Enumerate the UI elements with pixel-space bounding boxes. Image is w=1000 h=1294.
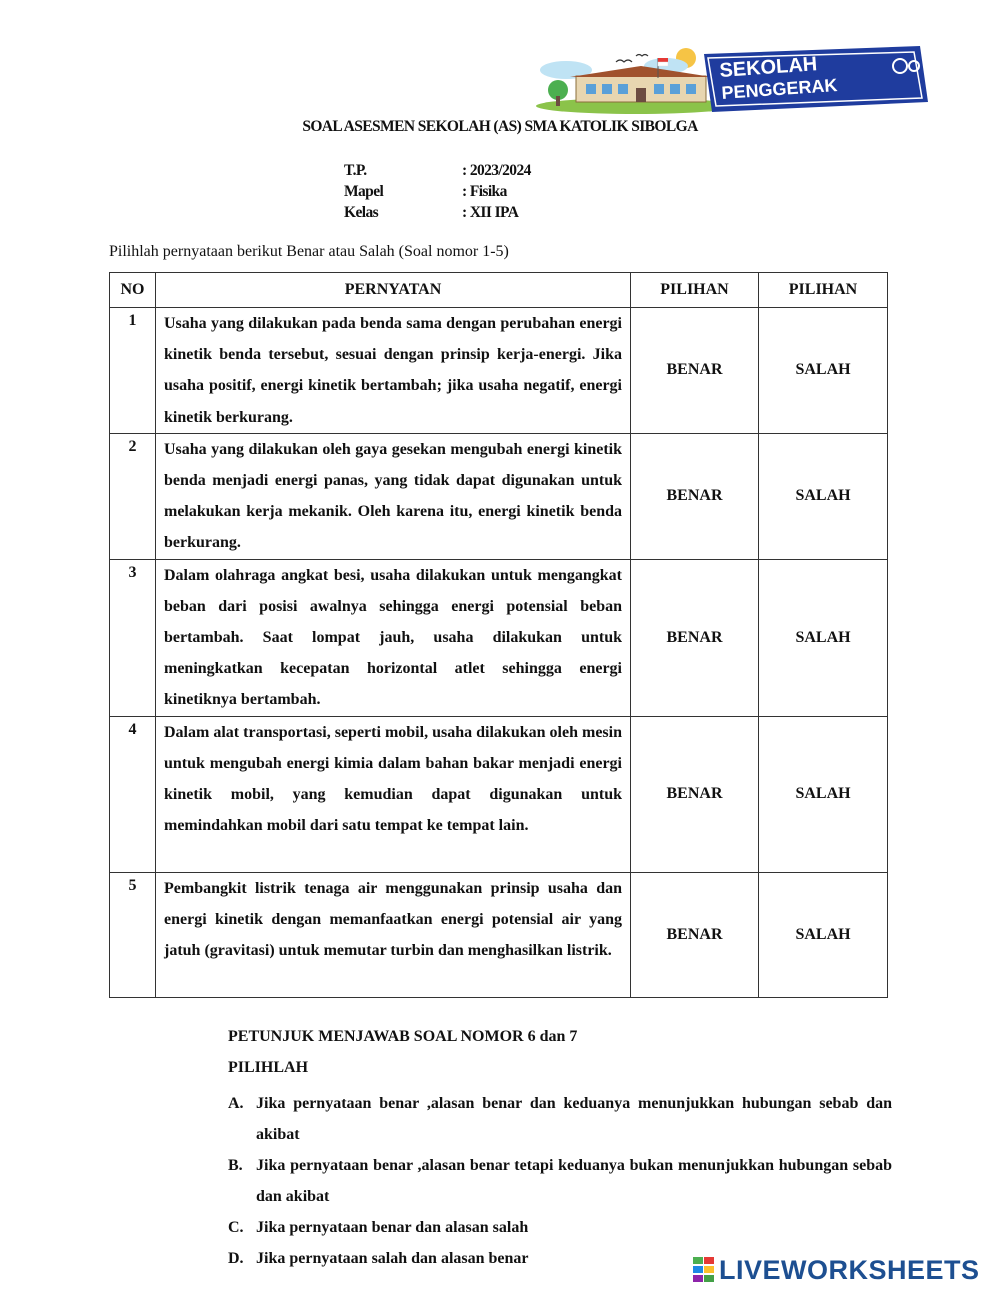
meta-value: : XII IPA bbox=[462, 204, 519, 221]
option-benar[interactable]: BENAR bbox=[631, 716, 759, 872]
option-text: Jika pernyataan benar dan alasan salah bbox=[256, 1219, 529, 1236]
question-number: 5 bbox=[110, 872, 156, 997]
option-letter: D. bbox=[228, 1250, 244, 1267]
meta-label: T.P. bbox=[344, 162, 367, 179]
table-row bbox=[110, 716, 888, 872]
question-statement: Dalam alat transportasi, seperti mobil, usaha dilakukan oleh mesin untuk mengubah energi kimia dalam bahan bakar menjadi energi kinetik mobil, yang kemudian dapat digunakan untuk memindahkan mobil dari satu tempat ke tempat lain. bbox=[156, 716, 631, 872]
question-statement: Usaha yang dilakukan oleh gaya gesekan mengubah energi kinetik benda menjadi energi panas, yang tidak dapat digunakan untuk melakukan kerja mekanik. Oleh karena itu, energi kinetik benda berkurang. bbox=[156, 433, 631, 559]
instruction-text: Pilihlah pernyataan berikut Benar atau Salah (Soal nomor 1-5) bbox=[109, 243, 509, 260]
page-title: SOAL ASESMEN SEKOLAH (AS) SMA KATOLIK SIBOLGA bbox=[302, 118, 698, 135]
option-benar[interactable]: BENAR bbox=[631, 433, 759, 559]
meta-row-mapel bbox=[344, 181, 531, 202]
table-row bbox=[110, 433, 888, 559]
sekolah-penggerak-logo bbox=[536, 44, 936, 114]
answer-option-b bbox=[228, 1150, 892, 1212]
option-salah[interactable]: SALAH bbox=[759, 716, 888, 872]
col-header-option-1: PILIHAN bbox=[631, 273, 759, 308]
option-benar[interactable]: BENAR bbox=[631, 559, 759, 716]
question-number: 4 bbox=[110, 716, 156, 872]
answer-instructions bbox=[228, 1026, 892, 1274]
question-table bbox=[109, 272, 888, 998]
question-statement: Usaha yang dilakukan pada benda sama dengan perubahan energi kinetik benda tersebut, sesuai dengan prinsip kerja-energi. Jika usaha positif, energi kinetik bertambah; jika usaha negatif, energi kinetik berkurang. bbox=[156, 308, 631, 434]
meta-value: : 2023/2024 bbox=[462, 162, 531, 179]
meta-value: : Fisika bbox=[462, 183, 507, 200]
question-number: 1 bbox=[110, 308, 156, 434]
question-number: 2 bbox=[110, 433, 156, 559]
meta-label: Mapel bbox=[344, 183, 384, 200]
meta-row-tp bbox=[344, 160, 531, 181]
table-header-row bbox=[110, 273, 888, 308]
option-letter: B. bbox=[228, 1157, 243, 1174]
liveworksheets-logo-icon bbox=[693, 1257, 715, 1283]
col-header-option-2: PILIHAN bbox=[759, 273, 888, 308]
option-text: Jika pernyataan benar ,alasan benar dan keduanya menunjukkan hubungan sebab dan akibat bbox=[256, 1095, 892, 1143]
col-header-no: NO bbox=[110, 273, 156, 308]
option-text: Jika pernyataan salah dan alasan benar bbox=[256, 1250, 529, 1267]
answer-option-c bbox=[228, 1212, 892, 1243]
option-salah[interactable]: SALAH bbox=[759, 308, 888, 434]
question-statement: Dalam olahraga angkat besi, usaha dilakukan untuk mengangkat beban dari posisi awalnya sehingga energi potensial beban bertambah. Saat lompat jauh, usaha dilakukan untuk meningkatkan kecepatan horizontal atlet sehingga energi kinetiknya bertambah. bbox=[156, 559, 631, 716]
liveworksheets-watermark bbox=[693, 1253, 980, 1287]
table-row bbox=[110, 872, 888, 997]
meta-label: Kelas bbox=[344, 204, 379, 221]
answer-option-a bbox=[228, 1088, 892, 1150]
question-statement: Pembangkit listrik tenaga air menggunakan prinsip usaha dan energi kinetik dengan memanfaatkan energi potensial air yang jatuh (gravitasi) untuk memutar turbin dan menghasilkan listrik. bbox=[156, 872, 631, 997]
table-row bbox=[110, 308, 888, 434]
meta-row-kelas bbox=[344, 202, 531, 223]
logo-text-penggerak: PENGGERAK bbox=[720, 74, 839, 103]
table-row bbox=[110, 559, 888, 716]
option-letter: C. bbox=[228, 1219, 244, 1236]
option-salah[interactable]: SALAH bbox=[759, 559, 888, 716]
question-number: 3 bbox=[110, 559, 156, 716]
option-benar[interactable]: BENAR bbox=[631, 872, 759, 997]
option-salah[interactable]: SALAH bbox=[759, 872, 888, 997]
instructions-subheading: PILIHLAH bbox=[228, 1059, 309, 1076]
option-benar[interactable]: BENAR bbox=[631, 308, 759, 434]
logo-text-sekolah: SEKOLAH bbox=[718, 53, 818, 82]
option-text: Jika pernyataan benar ,alasan benar tetapi keduanya bukan menunjukkan hubungan sebab dan akibat bbox=[256, 1157, 892, 1205]
col-header-statement: PERNYATAN bbox=[156, 273, 631, 308]
option-letter: A. bbox=[228, 1095, 244, 1112]
watermark-text: LIVEWORKSHEETS bbox=[719, 1254, 980, 1285]
instructions-heading: PETUNJUK MENJAWAB SOAL NOMOR 6 dan 7 bbox=[228, 1028, 578, 1045]
exam-meta bbox=[344, 160, 531, 223]
option-salah[interactable]: SALAH bbox=[759, 433, 888, 559]
